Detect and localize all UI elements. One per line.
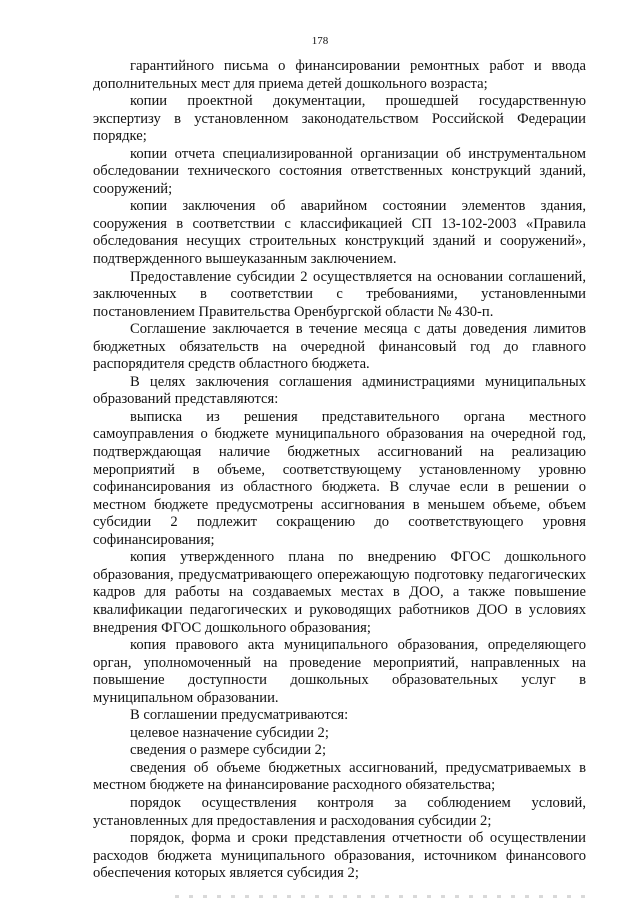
list-item-target-purpose: целевое назначение субсидии 2; [130,724,329,741]
paragraph-guarantee-letter: гарантийного письма о финансировании ремонтных работ и ввода дополнительных мест для приема детей дошкольного возраста; [93,58,586,92]
list-item-budget-volume: сведения об объеме бюджетных ассигнований, предусматриваемых в местном бюджете на финансирование расходного обязательства; [93,759,586,794]
paragraph-inspection-report: копии отчета специализированной организации об инструментальном обследовании технического состояния ответственных конструкций зданий, сооружений; [93,145,586,197]
paragraph-legal-act: копия правового акта муниципального образования, определяющего орган, уполномоченный на проведение мероприятий, направленных на повышение доступности дошкольных образовательных услуг в муниципальном образовании. [93,637,586,706]
list-item-control-procedure: порядок осуществления контроля за соблюдением условий, установленных для предоставления и расходования субсидии 2; [93,794,586,829]
paragraph-project-docs: копии проектной документации, прошедшей государственную экспертизу в установленном законодательством Российской Федерации порядке; [93,93,586,145]
paragraph-fgos-plan: копия утвержденного плана по внедрению ФГОС дошкольного образования, предусматривающего опережающую подготовку педагогических кадров для работы на создаваемых местах в ДОО, а также повышение квалификации педагогических и руководящих работников ДОО в условиях внедрения ФГОС дошкольного образования; [93,549,586,636]
list-item-subsidy-size: сведения о размере субсидии 2; [130,742,327,759]
paragraph-budget-extract: выписка из решения представительного органа местного самоуправления о бюджете муниципального образования на очередной год, подтверждающая наличие бюджетных ассигнований на реализацию мероприятий в объеме, соответствующему установленному уровню софинансирования из областного бюджета. В случае если в решении о местном бюджете предусмотрены ассигнования в меньшем объеме, объем субсидии 2 подлежит сокращению до соответствующего уровня софинансирования; [93,408,586,548]
list-item-reporting-procedure: порядок, форма и сроки представления отчетности об осуществлении расходов бюджета муниципального образования, источником финансового обеспечения которых является субсидия 2; [93,830,586,882]
paragraph-submission-intro: В целях заключения соглашения администрациями муниципальных образований представляются: [93,373,586,408]
document-body [93,58,586,883]
scan-bottom-edge [175,895,585,898]
paragraph-subsidy-provision: Предоставление субсидии 2 осуществляется на основании соглашений, заключенных в соответствии с требованиями, установленными постановлением Правительства Оренбургской области № 430-п. [93,268,586,320]
paragraph-emergency-conclusion: копии заключения об аварийном состоянии элементов здания, сооружения в соответствии с классификацией СП 13-102-2003 «Правила обследования несущих строительных конструкций зданий и сооружений», подтвержденного вышеуказанным заключением. [93,198,586,268]
paragraph-agreement-provisions: В соглашении предусматриваются: [130,707,349,724]
paragraph-agreement-term: Соглашение заключается в течение месяца с даты доведения лимитов бюджетных обязательств на очередной финансовый год до главного распорядителя средств областного бюджета. [93,321,586,373]
page-number: 178 [311,35,329,47]
